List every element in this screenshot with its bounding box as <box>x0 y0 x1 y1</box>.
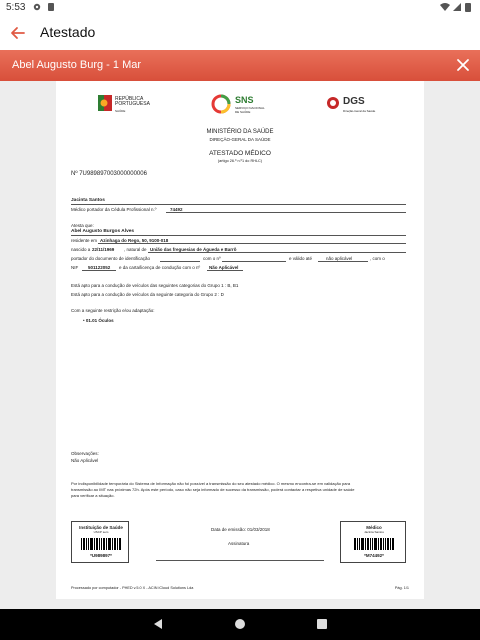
doctor-cedula: 74492 <box>170 207 183 212</box>
valid-until-label: e válido até <box>289 256 313 261</box>
document-title: ATESTADO MÉDICO <box>209 150 271 157</box>
logos-row <box>56 91 424 119</box>
notice-line-2: transmissão ao IMT nas próximas 72h. Após este período, caso não seja informado de sucesso da transmissão, poderá contactar a respetiva unidade de saúde <box>71 487 355 492</box>
nif-value: 501122052 <box>88 265 111 270</box>
id-doc-label: portador do documento de identificação <box>71 256 151 261</box>
article-reference: (artigo 26.º n.º1 do RHLC) <box>217 159 263 163</box>
footer-page: Pág. 1/1 <box>394 586 409 590</box>
born-label: nascido a <box>71 247 91 252</box>
dgs-logo: DGS Direção-Geral da Saúde <box>326 91 386 119</box>
id-doc-number-label: com o nº <box>203 256 221 261</box>
nif-label: NIF <box>71 265 79 270</box>
nif-line <box>82 270 116 271</box>
nav-back-icon[interactable] <box>152 618 164 630</box>
signature-line <box>156 560 324 561</box>
id-doc-line <box>160 261 200 262</box>
republica-portuguesa-logo: REPÚBLICA PORTUGUESA SAÚDE <box>98 91 158 119</box>
issue-date: Data de emissão: 01/03/2018 <box>211 527 270 532</box>
birthplace-line <box>148 252 406 253</box>
system-navigation-bar <box>0 609 480 640</box>
banner-title: Abel Augusto Burg - 1 Mar <box>12 59 142 71</box>
nav-home-icon[interactable] <box>234 618 246 630</box>
restriction-item: • 01.01 Óculos <box>83 318 114 323</box>
nav-recents-icon[interactable] <box>316 618 328 630</box>
wifi-icon <box>440 2 450 12</box>
doctor-role: Médico portador da Cédula Profissional n.º <box>71 207 157 212</box>
birthplace: União das freguesias de Águeda e Barrô <box>150 247 237 252</box>
dgs-emblem-icon <box>326 96 340 110</box>
sns-logo: SNS SERVIÇO NACIONAL DE SAÚDE <box>211 91 271 119</box>
settings-icon <box>32 2 42 12</box>
app-bar <box>0 16 480 50</box>
footer-processed: Processado por computador - PHED v.5.0 X - ACIN iCloud Solutions Lda <box>71 586 194 590</box>
group1-text: Está apto para a condução de veículos das seguintes categorias do Grupo 1 : B, B1 <box>71 283 239 288</box>
resident-label: residente em <box>71 238 98 243</box>
valid-until-value: não aplicável <box>326 256 353 261</box>
document-page <box>56 81 424 599</box>
valid-until-line <box>318 261 368 262</box>
notice-line-3: para verificar a situação. <box>71 493 115 498</box>
coat-of-arms-icon <box>98 95 112 111</box>
document-viewer[interactable] <box>0 81 480 609</box>
document-banner <box>0 50 480 81</box>
close-icon[interactable] <box>456 58 470 72</box>
license-value: Não Aplicável <box>209 265 239 270</box>
doctor-name-line <box>71 204 406 205</box>
back-arrow-icon[interactable] <box>8 23 28 43</box>
license-label: e da carta/licença de condução com o nº <box>119 265 201 270</box>
birth-date: 22/11/1969 <box>92 247 115 252</box>
observations-value: Não Aplicável <box>71 458 99 463</box>
attests-label: Atesta que: <box>71 223 94 228</box>
doctor-cedula-line <box>166 212 406 213</box>
sns-circle-icon <box>211 94 231 114</box>
storage-icon <box>46 2 56 12</box>
doctor-name: Jacinta Santos <box>71 198 105 203</box>
bullet-icon: • <box>83 318 86 323</box>
page-title: Atestado <box>40 24 96 40</box>
patient-name-line <box>71 235 406 236</box>
signal-icon <box>452 2 462 12</box>
doctor-barcode-icon <box>354 538 394 550</box>
notice-line-1: Por indisponibilidade temporária do Sistema de Informação não foi possível a transmissão do seu atestado médico. O mesmo encontra-se em validação para <box>71 481 351 486</box>
status-bar <box>0 0 480 16</box>
signature-label: Assinatura <box>228 541 250 546</box>
patient-address: Azinhaga do Rego, 50, 9100-018 <box>100 238 169 243</box>
institution-barcode-icon <box>81 538 121 550</box>
direction-heading: DIREÇÃO-GERAL DA SAÚDE <box>209 137 271 142</box>
battery-icon <box>464 2 472 12</box>
group2-text: Está apto para a condução de veículos da seguinte categoria do Grupo 2 : D <box>71 292 224 297</box>
doctor-box: Médico Jacinta Santos *M74492* <box>340 521 406 563</box>
com-o-label: , com o <box>370 256 385 261</box>
address-line <box>98 243 406 244</box>
natural-label: , natural de <box>124 247 147 252</box>
status-time: 5:53 <box>6 2 26 13</box>
id-doc-number-line <box>222 261 286 262</box>
observations-label: Observações: <box>71 451 99 456</box>
restriction-label: Com a seguinte restrição e/ou adaptação: <box>71 308 155 313</box>
patient-name: Abel Augusto Burgos Alves <box>71 229 135 234</box>
license-line <box>207 270 243 271</box>
certificate-number: Nº 7U989897003000000006 <box>71 171 147 177</box>
ministry-heading: MINISTÉRIO DA SAÚDE <box>206 129 274 135</box>
institution-box: Instituição de Saúde USCP sem *U989897* <box>71 521 129 563</box>
